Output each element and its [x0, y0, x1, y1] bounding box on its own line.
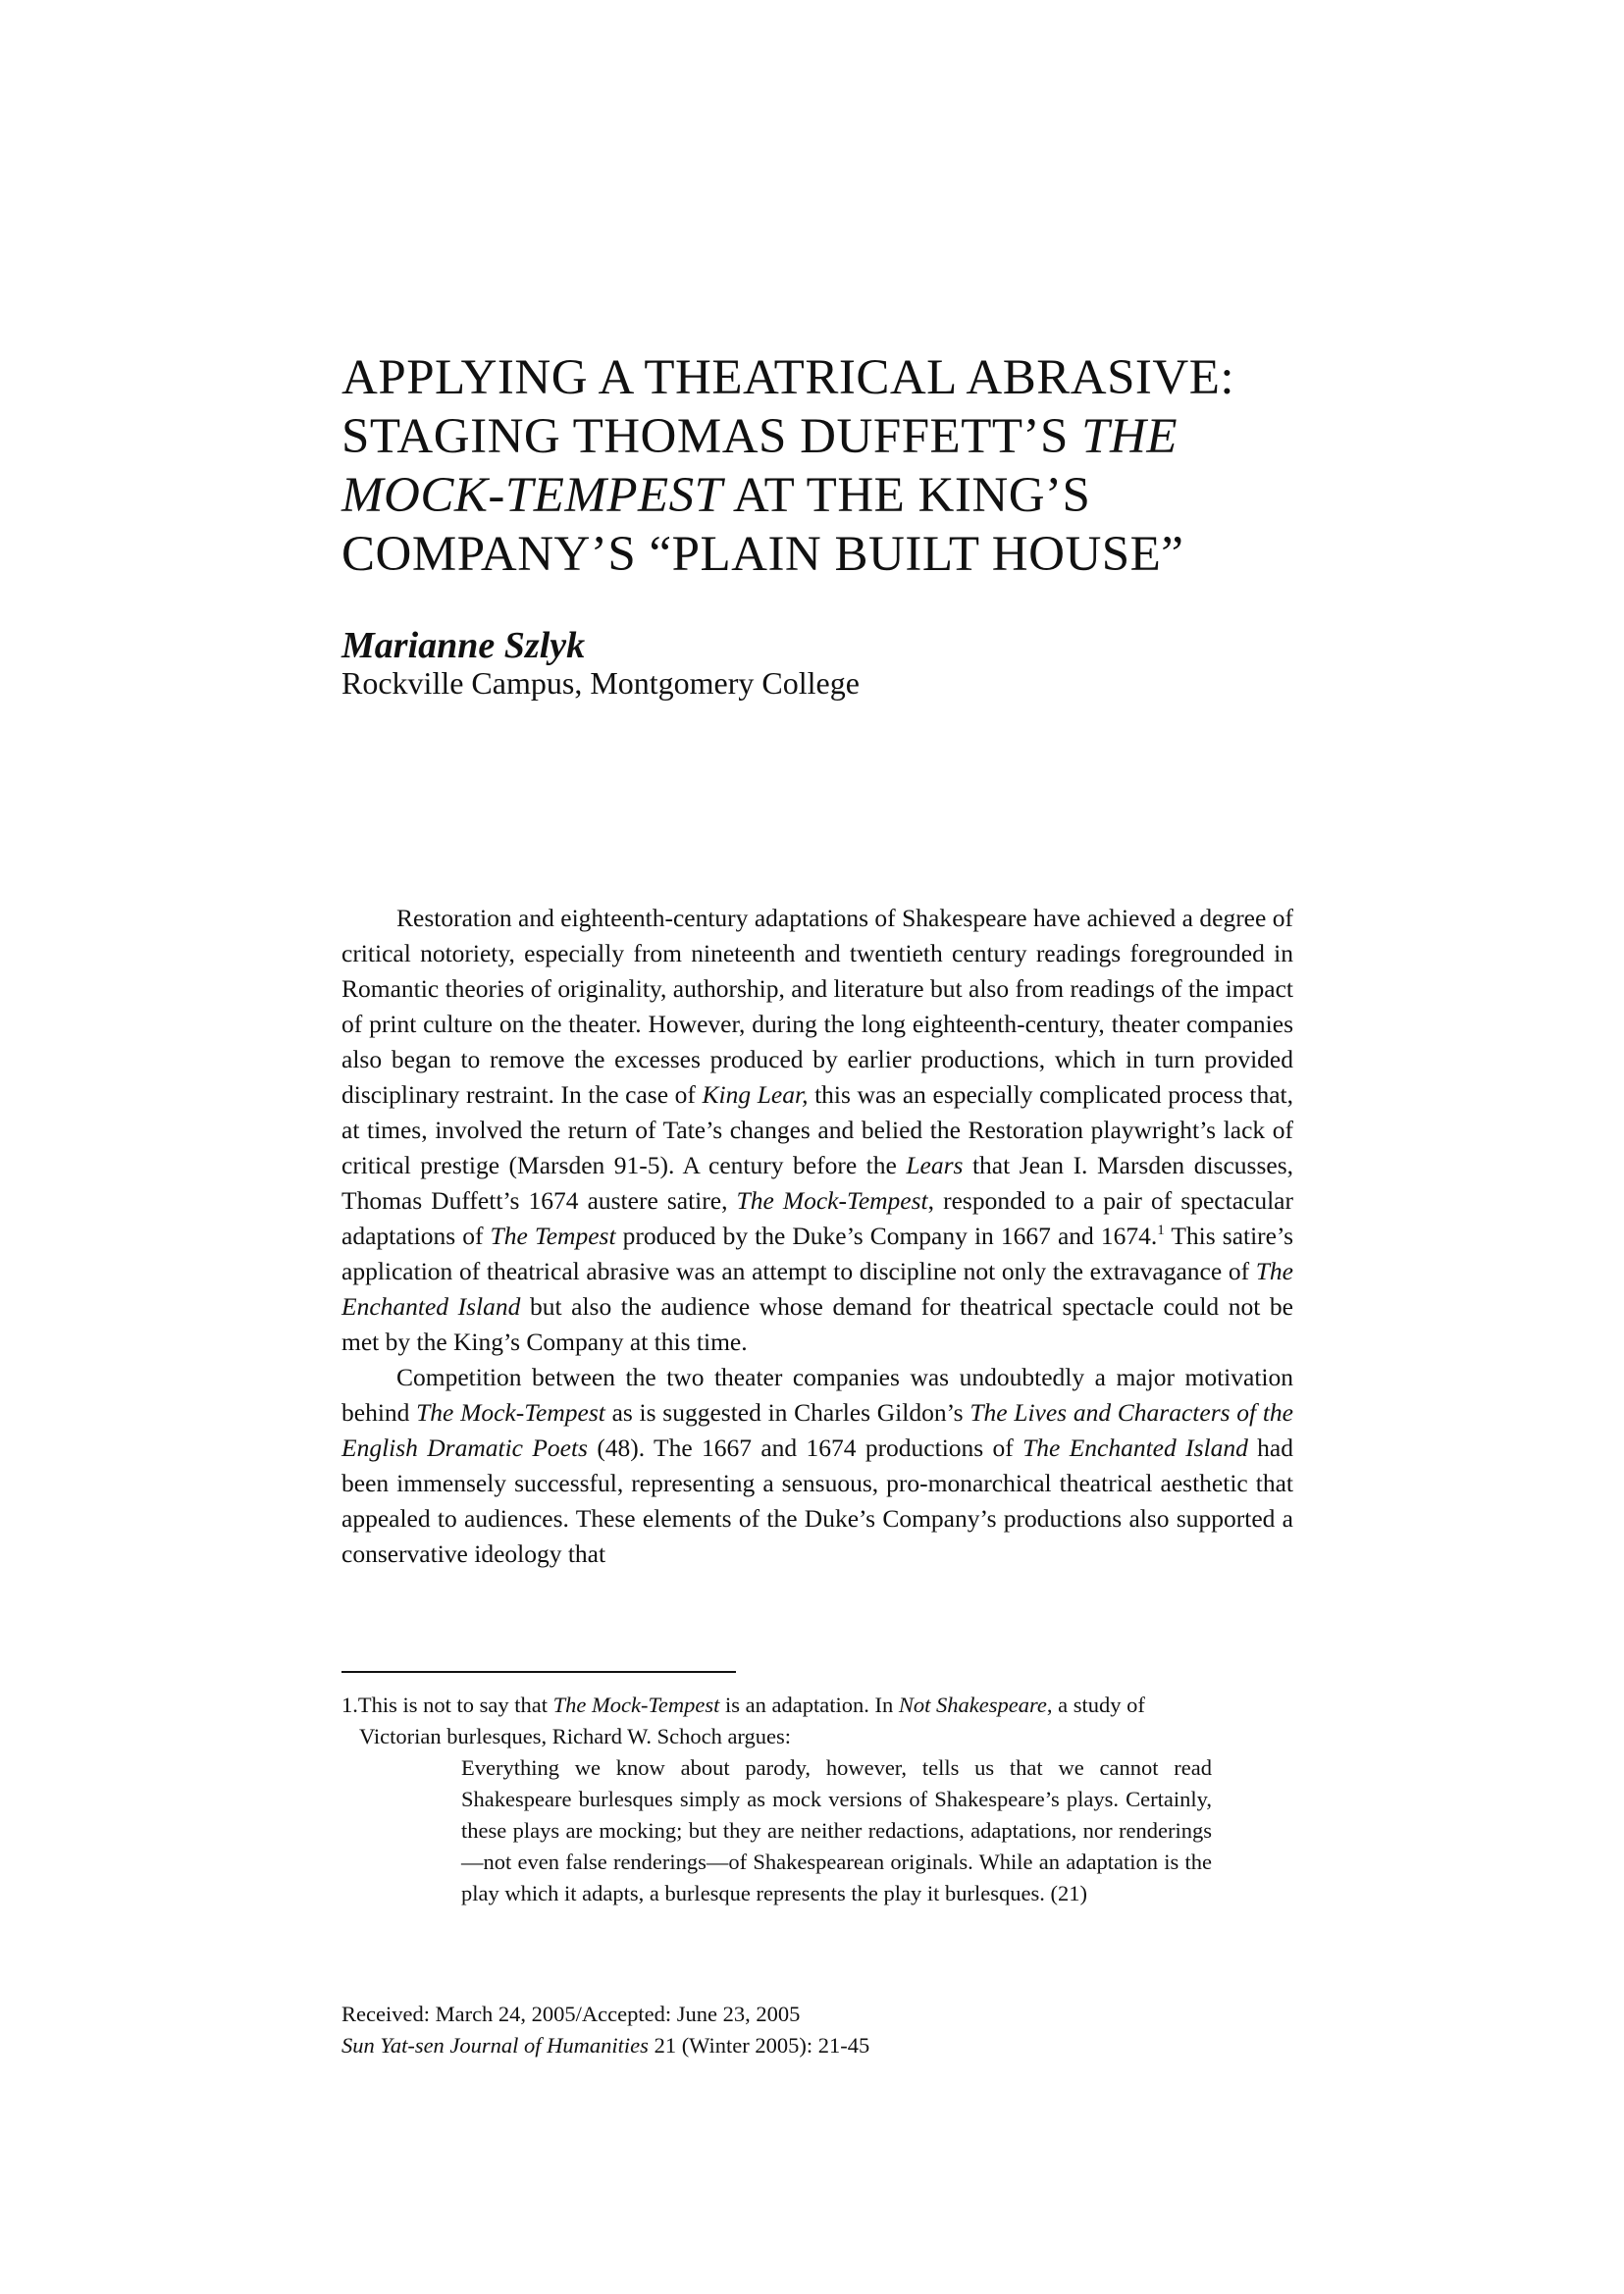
journal-volume-pages: 21 (Winter 2005): 21-45	[648, 2033, 870, 2058]
p1-italic-enchanted-island: The Enchanted Island	[341, 1257, 1293, 1321]
p1-text-8: produced by the Duke’s Company in 1667 and 1674.	[615, 1222, 1158, 1250]
footnote-line-2: Victorian burlesques, Richard W. Schoch argues:	[359, 1724, 792, 1748]
p1-italic-mock-tempest: The Mock-Tempest	[736, 1186, 928, 1215]
p1-italic-lears: Lears	[906, 1151, 964, 1179]
p1-text-0: Restoration and eighteenth-century adaptations of Shakespeare have achieved a degree of critical notoriety, especially from nineteenth and twentieth century readings foregrounded in Romantic theories of originality, authorship, and literature but also from readings of the impact of print culture on the theater. However, during the long eighteenth-century, theater companies also began to remove the excesses produced by earlier productions, which in turn provided disciplinary restraint. In the case of	[341, 904, 1293, 1109]
p2-italic-mock-tempest: The Mock-Tempest	[416, 1398, 605, 1427]
p2-text-2: as is suggested in Charles Gildon’s	[604, 1398, 970, 1427]
fn-italic-not-shakespeare: Not Shakespeare	[898, 1693, 1047, 1717]
title-line-3-text: AT THE KING’S	[722, 468, 1091, 523]
fn-text-0: 1.This is not to say that	[341, 1693, 553, 1717]
footnote-1	[341, 1690, 1293, 1752]
p2-text-4: (48). The 1667 and 1674 productions of	[587, 1434, 1023, 1462]
title-line-2	[341, 409, 1178, 464]
p2-text-6: had been immensely successful, representing a sensuous, pro-monarchical theatrical aesthetic that appealed to audiences. These elements of the Duke’s Company’s productions also supported a conservative ideology that	[341, 1434, 1293, 1568]
title-line-3-italic: MOCK-TEMPEST	[341, 468, 723, 523]
p1-text-12: but also the audience whose demand for theatrical spectacle could not be met by the King’s Company at this time.	[341, 1292, 1293, 1356]
title-line-2-text: STAGING THOMAS DUFFETT’S	[341, 409, 1082, 464]
p1-italic-tempest: The Tempest	[490, 1222, 616, 1250]
journal-citation	[341, 2030, 869, 2061]
p1-text-2: this was an especially complicated process that, at times, involved the return of Tate’s changes and belied the Restoration playwright’s lack of critical prestige (Marsden 91-5). A century before the	[341, 1080, 1293, 1179]
footnote-ref-1[interactable]: 1	[1157, 1223, 1165, 1238]
publication-meta	[341, 1999, 869, 2061]
author-affiliation: Rockville Campus, Montgomery College	[341, 665, 860, 701]
footnote-line-1	[341, 1690, 1293, 1721]
p1-text-4: that Jean I. Marsden discusses, Thomas Duffett’s 1674 austere satire,	[341, 1151, 1293, 1215]
received-accepted-dates: Received: March 24, 2005/Accepted: June 23, 2005	[341, 2002, 801, 2026]
journal-name: Sun Yat-sen Journal of Humanities	[341, 2033, 649, 2058]
p2-text-0: Competition between the two theater companies was undoubtedly a major motivation behind	[341, 1363, 1293, 1427]
fn-text-2: is an adaptation. In	[719, 1693, 899, 1717]
title-line-1: APPLYING A THEATRICAL ABRASIVE:	[341, 350, 1235, 405]
p1-italic-king-lear: King Lear,	[702, 1080, 809, 1109]
fn-italic-mock-tempest: The Mock-Tempest	[552, 1693, 720, 1717]
paragraph-2	[341, 1360, 1293, 1572]
p2-italic-lives-characters: The Lives and Characters of the English Dramatic Poets	[341, 1398, 1293, 1462]
footnote-blockquote: Everything we know about parody, however, tells us that we cannot read Shakespeare burlesques simply as mock versions of Shakespeare’s plays. Certainly, these plays are mocking; but they are neither redactions, adaptations, nor renderings—not even false renderings—of Shakespearean originals. While an adaptation is the play which it adapts, a burlesque represents the play it burlesques. (21)	[461, 1755, 1212, 1905]
p2-italic-enchanted-island: The Enchanted Island	[1022, 1434, 1248, 1462]
title-line-2-italic: THE	[1081, 409, 1178, 464]
title-line-4: COMPANY’S “PLAIN BUILT HOUSE”	[341, 527, 1184, 582]
article-body	[341, 901, 1293, 1572]
article-title	[341, 348, 1303, 584]
fn-text-4: , a study of	[1046, 1693, 1145, 1717]
author-name: Marianne Szlyk	[341, 625, 586, 666]
footnote-divider	[341, 1671, 736, 1673]
title-line-3	[341, 468, 1090, 523]
p1-text-10: This satire’s application of theatrical abrasive was an attempt to discipline not only the extravagance of	[341, 1222, 1294, 1285]
paragraph-1	[341, 901, 1293, 1360]
p1-text-6: , responded to a pair of spectacular adaptations of	[341, 1186, 1293, 1250]
